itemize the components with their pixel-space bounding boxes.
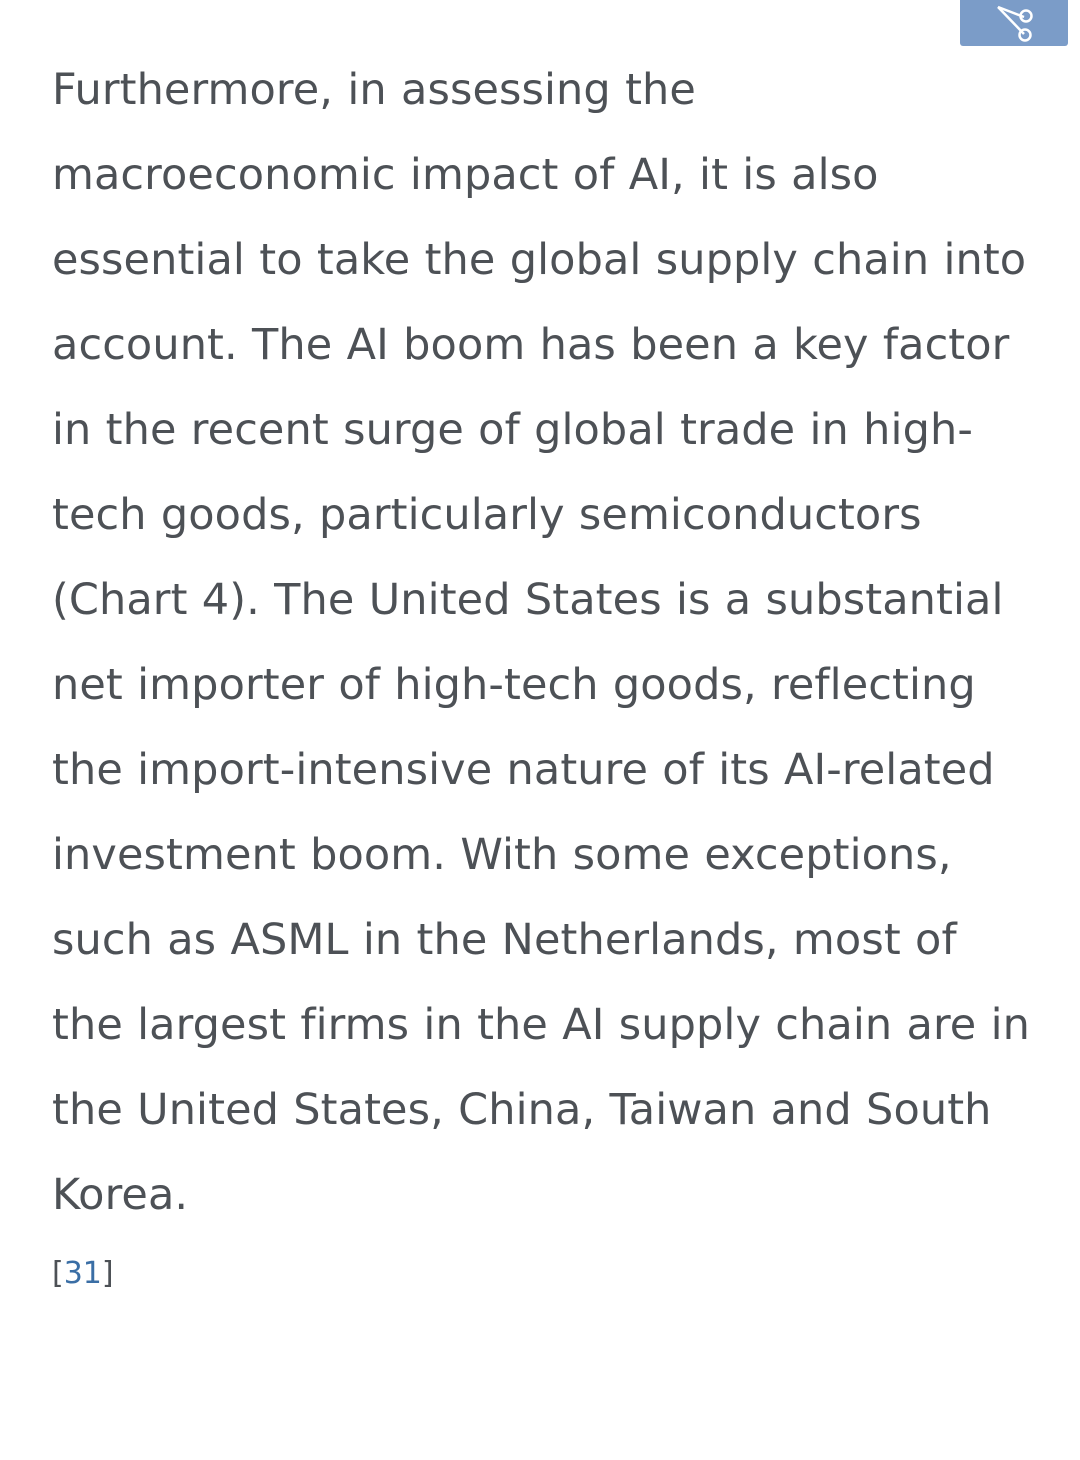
article-paragraph: Furthermore, in assessing the macroeconomic impact of AI, it is also essential to take the global supply chain into account. The AI boom has been a key factor in the recent surge of global trade in high-tech goods, particularly semiconductors (Chart 4). The United States is a substantial net importer of high-tech goods, reflecting the import-intensive nature of its AI-related investment boom. With some exceptions, such as ASML in the Netherlands, most of the largest firms in the AI supply chain are in the United States, China, Taiwan and South Korea. — [52, 65, 1031, 1220]
citation-close-bracket: ] — [101, 1256, 114, 1291]
article-body — [52, 48, 1037, 1304]
share-nodes-icon — [992, 3, 1036, 43]
citation-number-link[interactable]: 31 — [63, 1256, 102, 1291]
citation-group — [52, 1256, 114, 1291]
citation-open-bracket: [ — [52, 1256, 64, 1291]
citation-reference — [52, 1244, 1037, 1304]
share-button[interactable] — [960, 0, 1068, 46]
